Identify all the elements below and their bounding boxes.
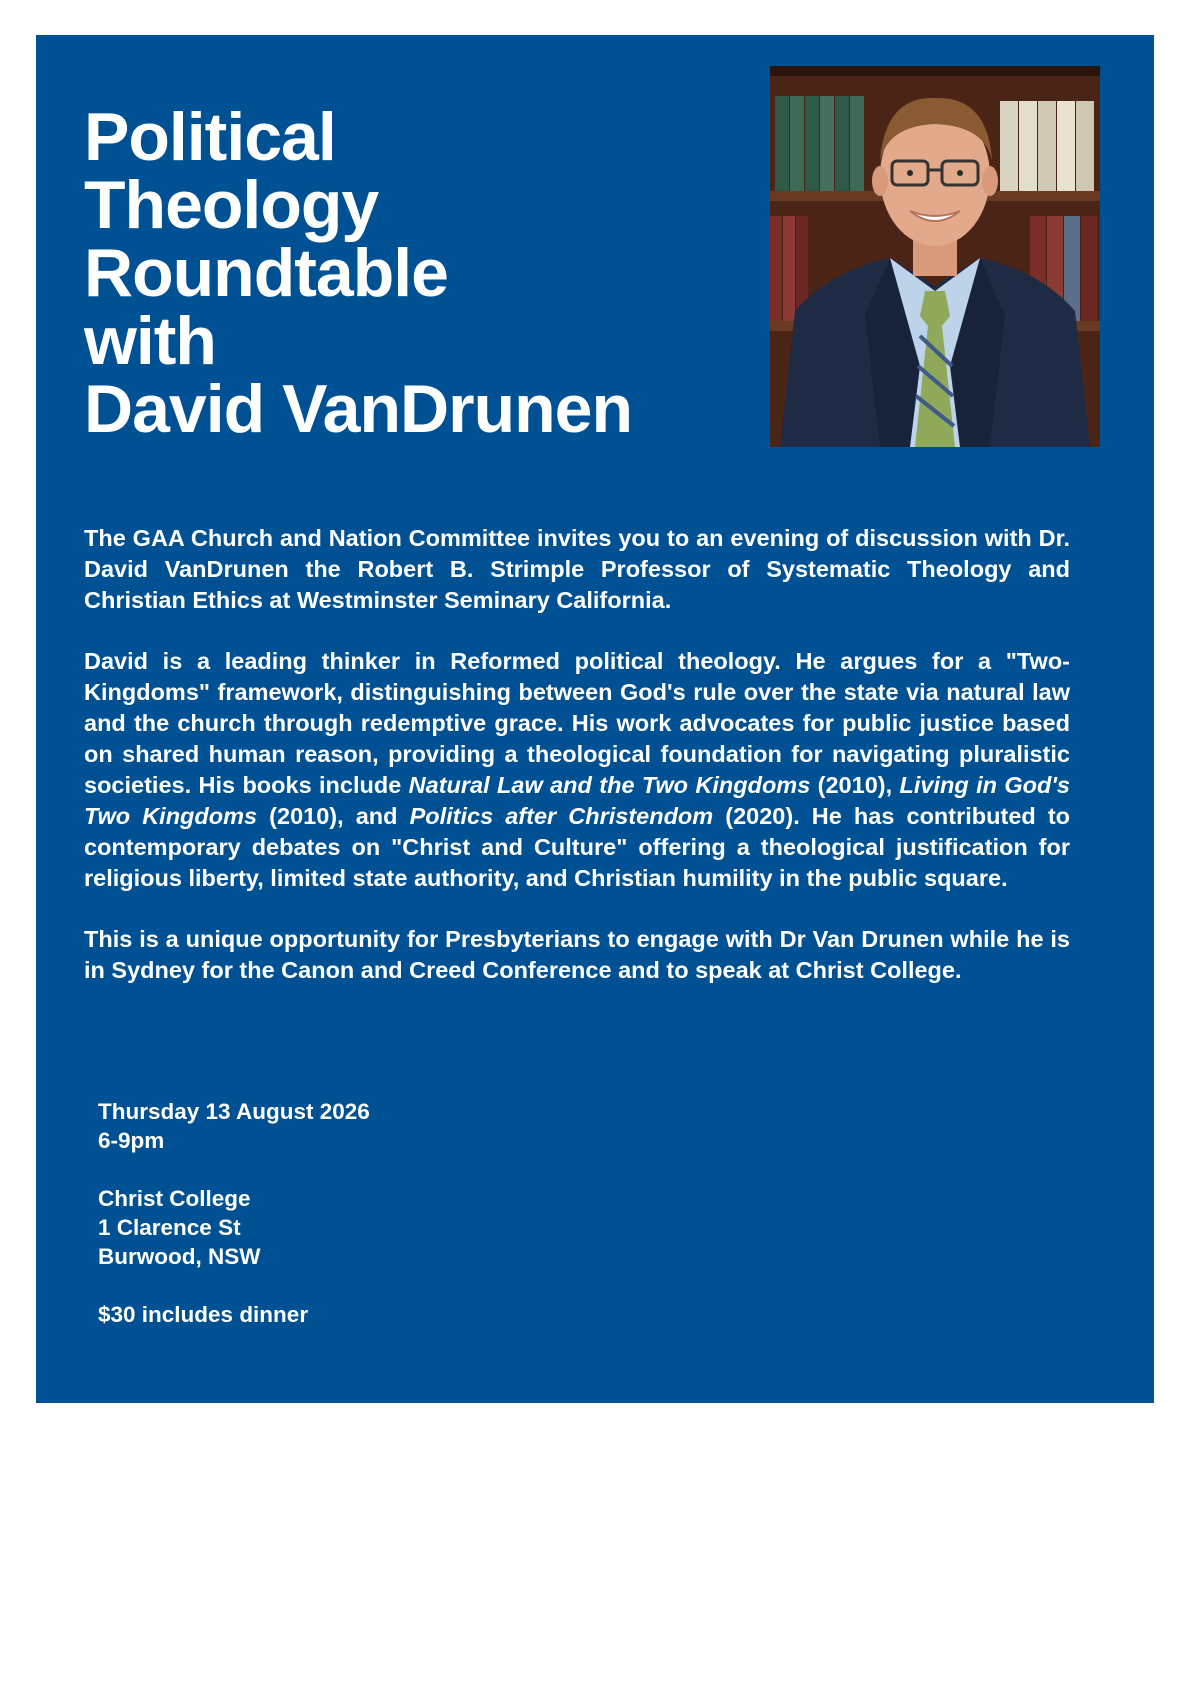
event-details: [98, 1097, 370, 1358]
speaker-portrait-photo: [770, 66, 1100, 447]
bio-text-part-2: (2010),: [810, 772, 900, 798]
title-line-1: Political: [84, 99, 336, 175]
event-time: 6-9pm: [98, 1128, 165, 1153]
bio-text-part-4: (2020). He has contributed to contemporary debates on "Christ and Culture" offering a theological justification for religious liberty, limited state authority, and Christian humility in the public square.: [84, 803, 1071, 891]
bio-text-part-3: (2010), and: [257, 803, 410, 829]
event-price: $30 includes dinner: [98, 1302, 309, 1327]
title-line-3: Roundtable: [84, 235, 448, 311]
portrait-illustration: [770, 66, 1100, 447]
title-line-4: with: [84, 303, 216, 379]
opportunity-paragraph: This is a unique opportunity for Presbyterians to engage with Dr Van Drunen while he is in Sydney for the Canon and Creed Conference and to speak at Christ College.: [84, 926, 1070, 983]
book-title-politics-after-christendom: Politics after Christendom: [409, 803, 714, 829]
event-venue: [98, 1184, 370, 1271]
book-title-living-in-gods-two-kingdoms: Living in God's Two Kingdoms: [84, 772, 1070, 829]
venue-street: 1 Clarence St: [98, 1215, 241, 1240]
event-date: Thursday 13 August 2026: [98, 1099, 370, 1124]
flyer-panel: [36, 35, 1154, 1403]
bio-text-part-1: David is a leading thinker in Reformed political theology. He argues for a "Two-Kingdoms" framework, distinguishing between God's rule over the state via natural law and the church through redemptive grace. His work advocates for public justice based on shared human reason, providing a theological foundation for navigating pluralistic societies. His books include: [84, 648, 1070, 798]
book-title-natural-law: Natural Law and the Two Kingdoms: [408, 772, 811, 798]
intro-paragraph: The GAA Church and Nation Committee invites you to an evening of discussion with Dr. David VanDrunen the Robert B. Strimple Professor of Systematic Theology and Christian Ethics at Westminster Seminary California.: [84, 525, 1070, 613]
event-datetime: [98, 1097, 370, 1155]
title-line-2: Theology: [84, 167, 379, 243]
title-line-5: David VanDrunen: [84, 371, 633, 447]
description-text: [84, 523, 1070, 1016]
venue-suburb: Burwood, NSW: [98, 1244, 261, 1269]
event-price-group: [98, 1300, 370, 1329]
venue-name: Christ College: [98, 1186, 251, 1211]
event-title: [84, 99, 764, 447]
bio-paragraph: [84, 646, 1070, 894]
